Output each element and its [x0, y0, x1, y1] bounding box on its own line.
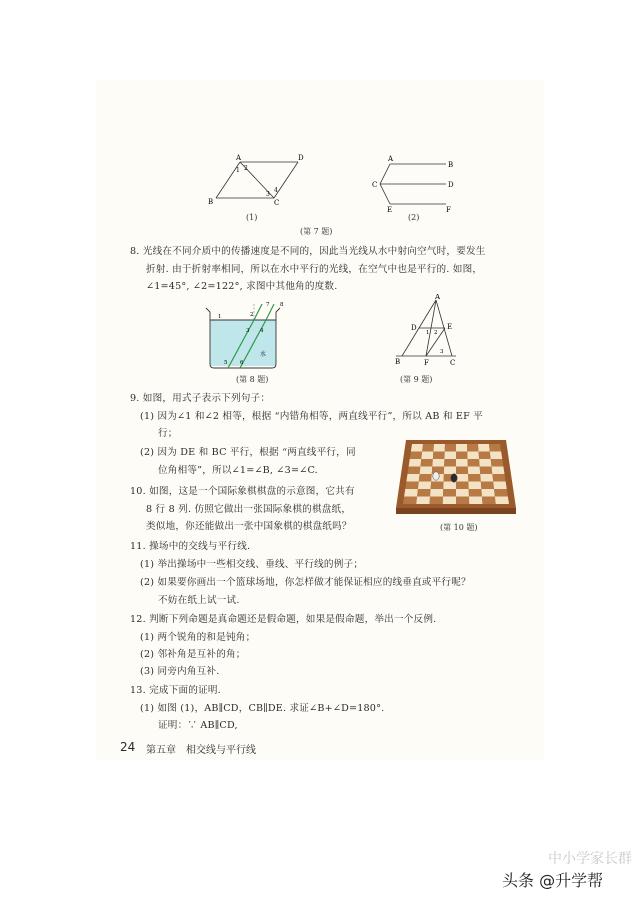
problem-12-line-2: (1) 两个锐角的和是钝角； — [140, 632, 256, 643]
chessboard-square — [456, 459, 468, 467]
chessboard-square — [456, 444, 467, 452]
chessboard-square — [490, 452, 502, 460]
fig9-label-B: B — [395, 358, 401, 366]
chess-piece — [433, 472, 439, 480]
problem-13-line-1: 13. 完成下面的证明. — [130, 685, 221, 696]
fig9-label-C: C — [450, 359, 456, 367]
problem-9-line-3: 行； — [158, 428, 178, 439]
fig9-angle-3: 3 — [440, 349, 444, 355]
chessboard-square — [456, 497, 469, 505]
chessboard-square — [481, 482, 494, 490]
chessboard-square — [445, 444, 456, 452]
chessboard-square — [422, 444, 434, 452]
page-number: 24 — [120, 740, 136, 754]
figure-8-beaker — [200, 298, 290, 372]
watermark-text: 头条 @升学帮 — [502, 871, 604, 890]
chessboard-square — [430, 489, 443, 497]
chessboard-square — [443, 482, 456, 490]
fig9-angle-1: 1 — [426, 330, 430, 336]
fig7-label-B: B — [208, 198, 214, 206]
problem-13-line-2: (1) 如图 (1)，AB∥CD，CB∥DE. 求证∠B+∠D=180°. — [140, 703, 385, 714]
problem-11-line-4: 不妨在纸上试一试. — [158, 595, 240, 606]
chessboard-square — [468, 467, 480, 475]
problem-11-line-1: 11. 操场中的交线与平行线. — [130, 541, 251, 552]
chessboard-square — [482, 497, 496, 505]
chessboard-square — [404, 489, 418, 497]
chapter-title: 第五章 相交线与平行线 — [146, 745, 256, 756]
fig8-water-label: 水 — [260, 351, 267, 358]
fig8-angle-6: 6 — [240, 360, 244, 366]
fig7b-label-C: C — [372, 181, 378, 189]
chessboard-square — [411, 444, 423, 452]
chessboard-square — [456, 489, 469, 497]
fig8-angle-1: 1 — [218, 314, 222, 320]
fig8-angle-5: 5 — [224, 360, 228, 366]
chessboard-square — [481, 489, 495, 497]
fig7-label-C: C — [274, 199, 280, 207]
chessboard-square — [456, 467, 468, 475]
chessboard-square — [417, 489, 431, 497]
chessboard-square — [421, 452, 433, 460]
chessboard-square — [468, 474, 481, 482]
fig7b-label-A: A — [388, 155, 394, 163]
problem-9-line-2: (1) 因为∠1 和∠2 相等，根据 “内错角相等，两直线平行”，所以 AB 和 EF 平 — [140, 411, 483, 422]
chessboard-square — [418, 482, 431, 490]
fig7-angle-2: 2 — [244, 165, 248, 172]
fig8-angle-8: 8 — [280, 302, 284, 308]
chessboard-square — [431, 482, 444, 490]
fig7-sub2-caption: (2) — [408, 213, 420, 222]
fig9-label-D: D — [411, 324, 417, 332]
problem-12-line-1: 12. 判断下列命题是真命题还是假命题，如果是假命题，举出一个反例. — [130, 614, 437, 625]
chessboard-square — [456, 452, 468, 460]
problem-12-line-3: (2) 邻补角是互补的角； — [140, 649, 246, 660]
chessboard-square — [409, 459, 422, 467]
fig8-angle-4: 4 — [260, 328, 264, 334]
chessboard-square — [468, 482, 481, 490]
chessboard-square — [443, 489, 456, 497]
figure-7-1 — [200, 150, 310, 212]
chessboard-square — [444, 452, 456, 460]
chessboard-square — [430, 497, 444, 505]
chess-piece — [451, 474, 457, 482]
watermark-faded-text: 中小学家长群 — [548, 851, 632, 867]
chessboard-square — [480, 467, 493, 475]
chessboard-square — [420, 467, 433, 475]
fig7b-label-F: F — [446, 206, 451, 212]
fig8-angle-2: 2 — [250, 312, 254, 318]
fig9-label-F: F — [424, 359, 429, 367]
fig7b-label-D: D — [448, 181, 454, 189]
fig10-caption: (第 10 题) — [440, 523, 478, 532]
chessboard-square — [444, 459, 456, 467]
problem-9-line-1: 9. 如图，用式子表示下列句子： — [130, 393, 271, 404]
fig8-angle-3: 3 — [246, 328, 250, 334]
fig7-caption: (第 7 题) — [300, 227, 333, 236]
fig7-angle-3: 3 — [266, 191, 270, 198]
fig7-angle-4: 4 — [274, 187, 278, 194]
chessboard-square — [494, 489, 508, 497]
chessboard-square — [432, 459, 444, 467]
problem-10-line-2: 8 行 8 列. 仿照它做出一张国际象棋的棋盘纸， — [146, 504, 352, 515]
problem-10-line-3: 类似地，你还能做出一张中国象棋的棋盘纸吗？ — [146, 521, 352, 532]
problem-8-line-2: 折射. 由于折射率相同，所以在水中平行的光线，在空气中也是平行的. 如图， — [146, 264, 483, 275]
chessboard-square — [480, 474, 493, 482]
chessboard-square — [405, 482, 419, 490]
fig7-angle-1: 1 — [236, 167, 240, 174]
problem-11-line-3: (2) 如果要你画出一个篮球场地，你怎样做才能保证相应的线垂直或平行呢？ — [140, 577, 471, 588]
problem-9-line-4: (2) 因为 DE 和 BC 平行，根据 “两直线平行，同 — [140, 447, 356, 458]
chessboard-square — [416, 497, 430, 505]
chessboard-square — [479, 452, 491, 460]
chessboard-square — [410, 452, 422, 460]
problem-13-line-3: 证明：∵ AB∥CD, — [158, 720, 238, 731]
chessboard-square — [478, 444, 490, 452]
problem-11-line-2: (1) 举出操场中一些相交线、垂线、平行线的例子； — [140, 559, 364, 570]
fig8-angle-7: 7 — [266, 302, 270, 308]
fig8-caption: (第 8 题) — [236, 375, 269, 384]
fig9-label-E: E — [447, 323, 453, 331]
chessboard-square — [408, 467, 421, 475]
fig7-sub1-caption: (1) — [246, 213, 258, 222]
chessboard-square — [443, 497, 456, 505]
chessboard-square — [491, 459, 504, 467]
chessboard-square — [493, 482, 507, 490]
chessboard-square — [495, 497, 509, 505]
chessboard-square — [433, 452, 445, 460]
chessboard-square — [406, 474, 419, 482]
figure-9-triangle — [390, 294, 460, 372]
fig7-label-A: A — [236, 154, 242, 162]
chessboard-square — [456, 482, 469, 490]
figure-7-2 — [360, 150, 470, 212]
problem-8-line-3: ∠1=45°, ∠2=122°, 求图中其他角的度数. — [146, 281, 338, 292]
chessboard-square — [467, 444, 479, 452]
chessboard-square — [469, 497, 483, 505]
problem-10-line-1: 10. 如图，这是一个国际象棋棋盘的示意图，它共有 — [130, 486, 355, 497]
chessboard-square — [444, 467, 456, 475]
chessboard-square — [468, 459, 480, 467]
chessboard-square — [456, 474, 468, 482]
problem-9-line-5: 位角相等”，所以∠1=∠B, ∠3=∠C. — [158, 465, 318, 476]
chessboard-square — [420, 459, 432, 467]
chessboard-square — [489, 444, 501, 452]
problem-8-line-1: 8. 光线在不同介质中的传播速度是不同的，因此当光线从水中射向空气时，要发生 — [130, 246, 486, 257]
chessboard-square — [403, 497, 417, 505]
chessboard-square — [467, 452, 479, 460]
fig9-angle-2: 2 — [434, 330, 438, 336]
fig7b-label-B: B — [448, 161, 454, 169]
chessboard-square — [492, 474, 505, 482]
figure-10-chessboard — [392, 436, 520, 516]
chessboard-square — [479, 459, 491, 467]
fig9-label-A: A — [435, 294, 441, 301]
chessboard-edge — [396, 508, 516, 514]
chessboard-square — [469, 489, 482, 497]
fig7b-label-E: E — [387, 206, 393, 212]
fig9-caption: (第 9 题) — [400, 375, 433, 384]
problem-12-line-4: (3) 同旁内角互补. — [140, 666, 220, 677]
fig7-label-D: D — [298, 154, 304, 162]
chessboard-square — [433, 444, 445, 452]
chessboard-square — [419, 474, 432, 482]
chessboard-square — [492, 467, 505, 475]
